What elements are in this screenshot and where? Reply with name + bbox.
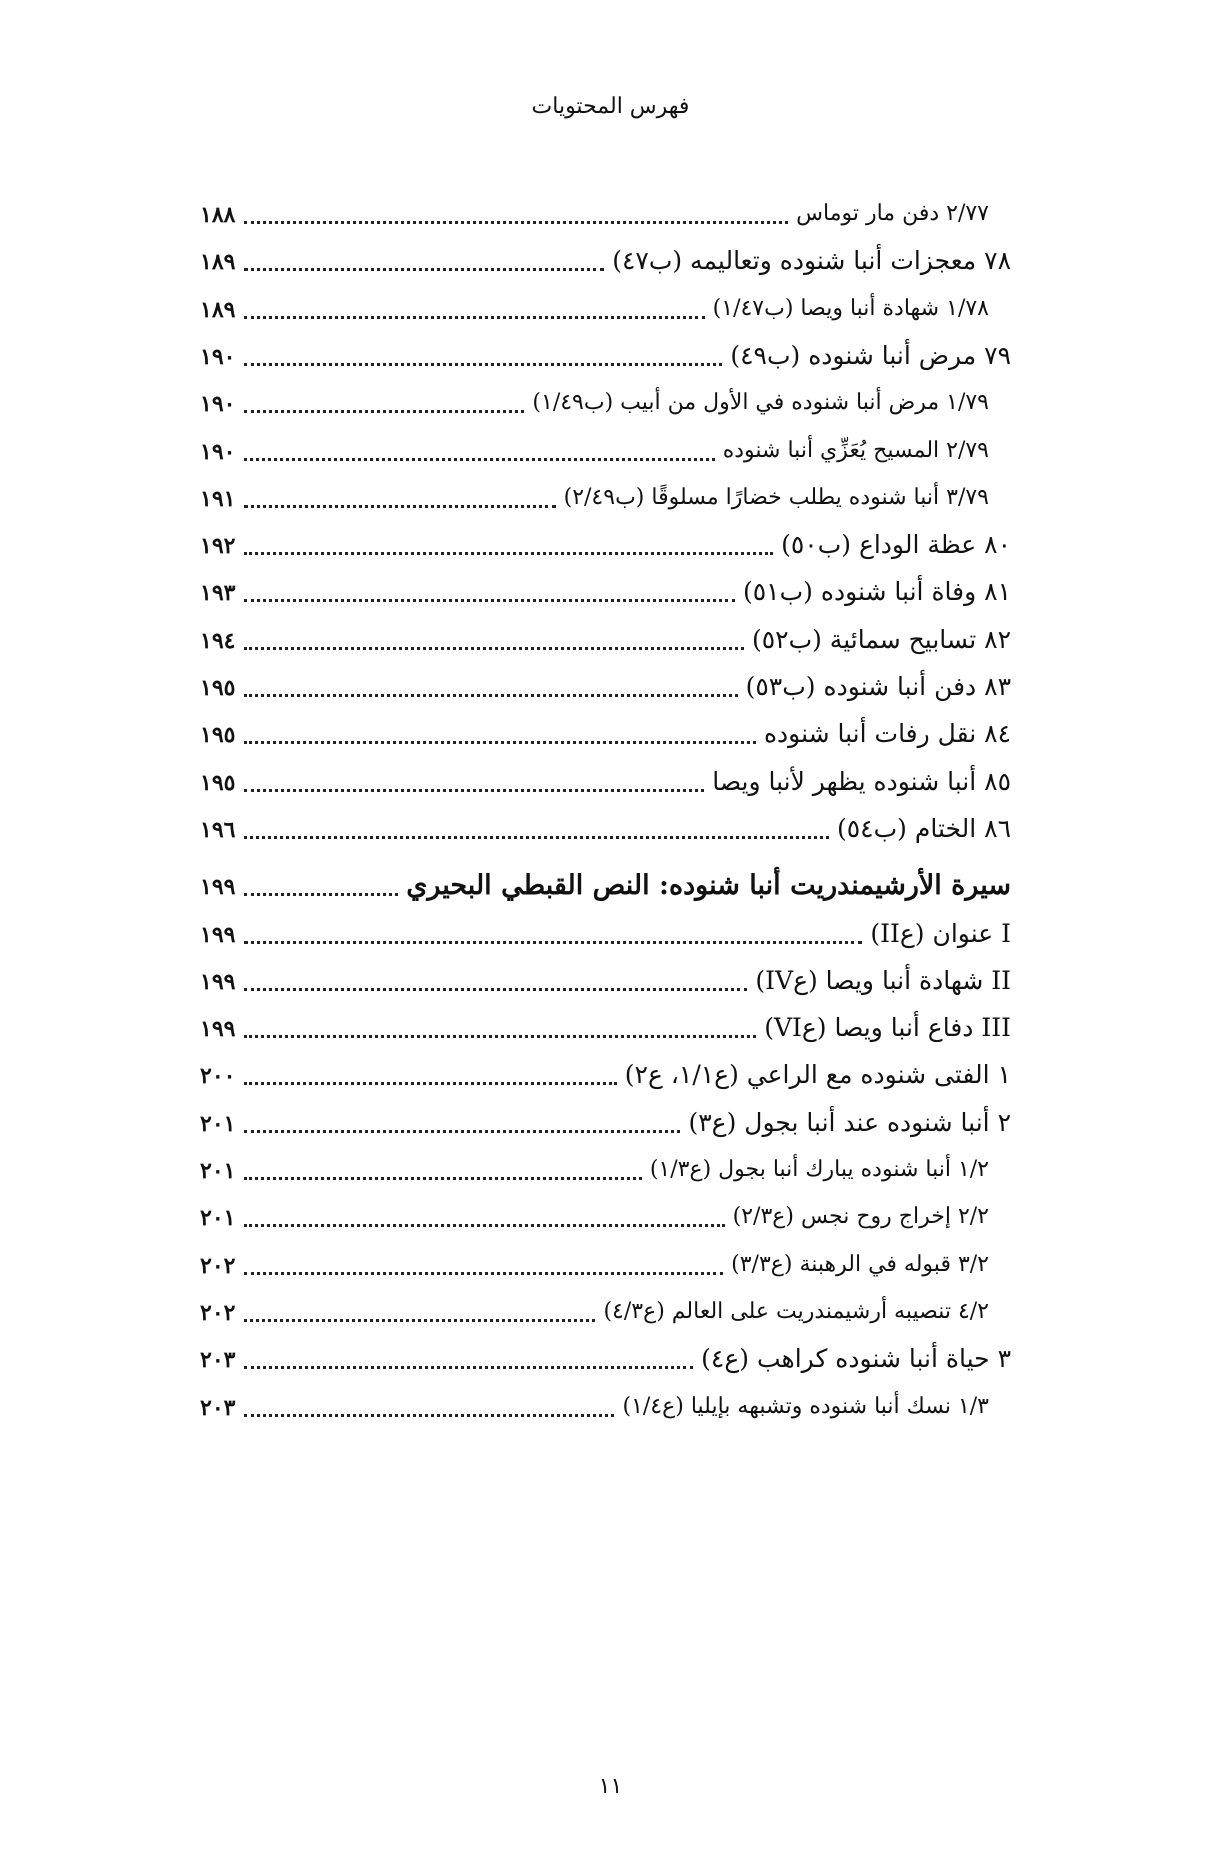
toc-entry-page: ١٩٦: [200, 816, 236, 843]
toc-entry-page: ١٩٥: [200, 722, 236, 749]
toc-entry-title: ٢/٧٧ دفن مار توماس: [796, 201, 989, 226]
toc-entry: [0, 192, 1221, 236]
dot-leader: [244, 789, 704, 792]
dot-leader: [244, 599, 735, 602]
toc-entry: [0, 1195, 1221, 1239]
toc-entry-page: ١٩٩: [200, 1016, 236, 1043]
toc-entry-page: ٢٠١: [200, 1110, 236, 1137]
dot-leader: [244, 893, 398, 896]
toc-entry: [0, 523, 1221, 567]
toc-entry-page: ١٩٥: [200, 769, 236, 796]
dot-leader: [244, 1035, 756, 1038]
toc-entry: [0, 1290, 1221, 1334]
dot-leader: [244, 505, 556, 508]
toc-entry-page: ١٩٠: [200, 391, 236, 418]
dot-leader: [244, 363, 722, 366]
toc-entry-page: ١٩٢: [200, 533, 236, 560]
toc-entry-title: ٨٤ نقل رفات أنبا شنوده: [763, 719, 1011, 749]
dot-leader: [244, 741, 756, 744]
toc-entry-page: ١٨٨: [200, 202, 236, 228]
toc-entry-page: ١٨٩: [200, 296, 236, 323]
dot-leader: [244, 1414, 614, 1417]
toc-entry: [0, 807, 1221, 851]
toc-entry: [0, 1053, 1221, 1097]
toc-entry: [0, 476, 1221, 520]
toc-entry: [0, 429, 1221, 473]
dot-leader: [244, 1319, 595, 1322]
toc-entry-page: ٢٠٢: [200, 1252, 236, 1279]
toc-entry-page: ١٩٣: [200, 580, 236, 607]
toc-entry-page: ٢٠٠: [200, 1063, 236, 1090]
toc-entry-title: ٨٠ عظة الوداع (ب٥٠): [781, 530, 1011, 560]
dot-leader: [244, 1366, 693, 1369]
toc-entry-page: ٢٠١: [200, 1158, 236, 1184]
dot-leader: [244, 1082, 617, 1085]
dot-leader: [244, 1177, 642, 1180]
toc-entry: [0, 912, 1221, 956]
toc-entry-page: ١٩٩: [200, 921, 236, 948]
dot-leader: [244, 647, 744, 650]
toc-entry: [0, 712, 1221, 756]
toc-entry-title: I عنوان (عII): [870, 918, 1011, 948]
toc-entry-title: ٣ حياة أنبا شنوده كراهب (ع٤): [701, 1344, 1011, 1374]
toc-entry: [0, 1101, 1221, 1145]
toc-entry-title: ١/٣ نسك أنبا شنوده وتشبهه بإيليا (ع١/٤): [622, 1393, 989, 1419]
dot-leader: [244, 941, 862, 944]
toc-entry: [0, 1243, 1221, 1287]
dot-leader: [244, 1224, 725, 1227]
toc-entry-title: ٢ أنبا شنوده عند أنبا بجول (ع٣): [688, 1107, 1011, 1137]
toc-entry-title: ٤/٢ تنصيبه أرشيمندريت على العالم (ع٤/٣): [603, 1298, 989, 1324]
toc-entry: [0, 618, 1221, 662]
toc-section-entry: [0, 864, 1221, 908]
dot-leader: [244, 694, 738, 697]
toc-entry-title: ٨٣ دفن أنبا شنوده (ب٥٣): [745, 672, 1011, 701]
toc-entry-page: ٢٠٢: [200, 1299, 236, 1326]
toc-entry-title: ٣/٢ قبوله في الرهبنة (ع٣/٣): [731, 1251, 989, 1277]
dot-leader: [244, 410, 524, 413]
toc-entry: [0, 239, 1221, 283]
toc-entry-title: ٨٥ أنبا شنوده يظهر لأنبا ويصا: [712, 766, 1011, 796]
page-number: ١١: [598, 1774, 623, 1799]
toc-entry-title: ١/٧٨ شهادة أنبا ويصا (ب١/٤٧): [712, 295, 989, 321]
toc-entry: [0, 287, 1221, 331]
dot-leader: [244, 988, 747, 991]
running-header: فهرس المحتويات: [531, 94, 690, 119]
toc-entry: [0, 959, 1221, 1003]
toc-entry-title: سيرة الأرشيمندريت أنبا شنوده: النص القبطي البحيري: [406, 870, 1011, 902]
toc-entry-title: ٣/٧٩ أنبا شنوده يطلب خضارًا مسلوقًا (ب٢/٤٩): [563, 484, 989, 510]
toc-entry-page: ١٩٥: [200, 675, 236, 701]
toc-entry: [0, 1337, 1221, 1381]
toc-entry-title: ١/٢ أنبا شنوده يبارك أنبا بجول (ع١/٣): [649, 1157, 989, 1182]
toc-entry-page: ١٩٤: [200, 627, 236, 654]
toc-entry-title: ٨٢ تسابيح سمائية (ب٥٢): [751, 624, 1011, 654]
toc-entry: [0, 665, 1221, 709]
dot-leader: [244, 316, 705, 319]
toc-entry-page: ٢٠١: [200, 1205, 236, 1232]
toc-entry-page: ٢٠٣: [200, 1347, 236, 1374]
toc-entry-title: ٢/٧٩ المسيح يُعَزِّي أنبا شنوده: [722, 437, 989, 463]
toc-entry: [0, 334, 1221, 378]
toc-entry-title: II شهادة أنبا ويصا (عIV): [755, 965, 1011, 995]
toc-entry-title: ٨١ وفاة أنبا شنوده (ب٥١): [742, 577, 1011, 607]
dot-leader: [244, 836, 829, 839]
dot-leader: [244, 1130, 680, 1133]
toc-entry-title: ١ الفتى شنوده مع الراعي (ع١/١، ع٢): [624, 1060, 1011, 1090]
toc-entry: [0, 1006, 1221, 1050]
toc-entry-page: ١٩٩: [200, 874, 236, 901]
toc-entry: [0, 570, 1221, 614]
toc-entry-page: ٢٠٣: [200, 1394, 236, 1421]
toc-entry-page: ١٩٠: [200, 438, 236, 465]
toc-entry-page: ١٩٠: [200, 343, 236, 370]
toc-entry-title: ٨٦ الختام (ب٥٤): [836, 813, 1011, 843]
toc-entry-title: III دفاع أنبا ويصا (عVI): [764, 1013, 1011, 1043]
dot-leader: [244, 1272, 723, 1275]
dot-leader: [244, 552, 773, 555]
toc-entry-page: ١٨٩: [200, 249, 236, 276]
toc-entry: [0, 760, 1221, 804]
toc-entry-title: ٧٩ مرض أنبا شنوده (ب٤٩): [730, 340, 1011, 370]
dot-leader: [244, 268, 604, 271]
toc-entry: [0, 1148, 1221, 1192]
toc-entry-title: ٧٨ معجزات أنبا شنوده وتعاليمه (ب٤٧): [612, 246, 1011, 276]
dot-leader: [244, 458, 715, 461]
toc-entry-title: ٢/٢ إخراج روح نجس (ع٢/٣): [732, 1204, 989, 1230]
toc-entry-title: ١/٧٩ مرض أنبا شنوده في الأول من أبيب (ب١/٤٩): [532, 390, 989, 416]
toc-entry: [0, 381, 1221, 425]
dot-leader: [244, 221, 788, 224]
toc-entry: [0, 1385, 1221, 1429]
toc-entry-page: ١٩١: [200, 485, 236, 512]
toc-entry-page: ١٩٩: [200, 968, 236, 995]
